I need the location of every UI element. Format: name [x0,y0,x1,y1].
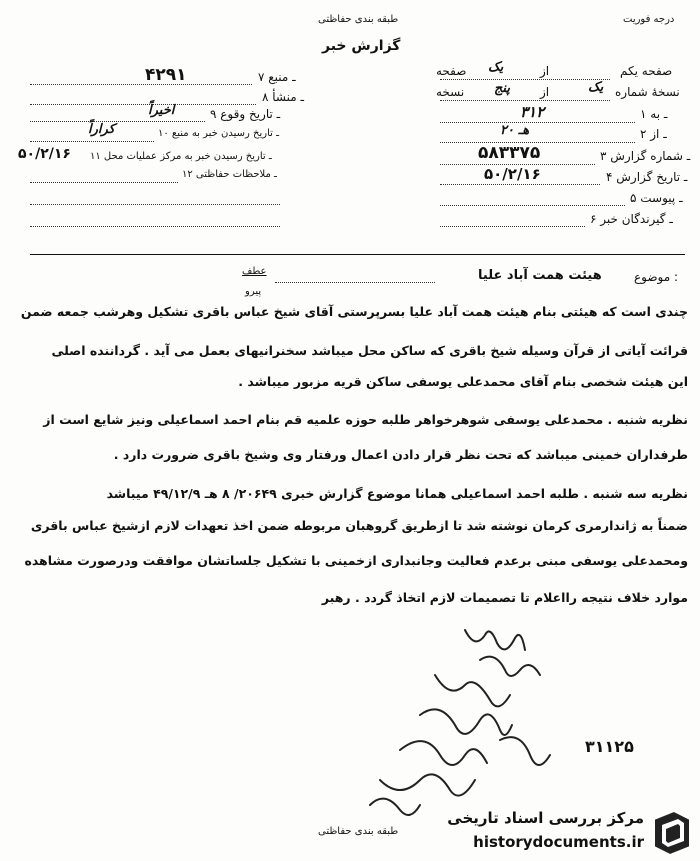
report-no-value: ۵۸۳۳۷۵ [478,143,541,163]
recipients-label: ۶ ـ گیرندگان خبر [590,212,673,226]
form-title: گزارش خبر [322,38,401,54]
report-date-value: ۵۰/۲/۱۶ [484,165,541,183]
stamp-number: ۳۱۱۲۵ [585,737,634,756]
watermark [420,805,700,861]
header-divider [30,254,685,255]
watermark-url: historydocuments.ir [473,833,644,851]
copy-total: پنج [494,81,510,96]
subject-label: موضوع : [634,270,679,284]
from-label: ۲ ـ از [640,127,667,141]
received-ops-value: ۵۰/۲/۱۶ [18,146,71,162]
stamp-top: عطف [242,266,267,277]
page-from: از [540,64,550,78]
body-line: ضمناً به ژاندارمری کرمان نوشته شد تا ازطریق گروهبان مربوطه ضمن اخذ تعهدات لازم ازشیخ عباس باقری [30,518,688,533]
copy-value: یک [588,80,604,95]
page-unit: صفحه [436,64,467,78]
body-line: موارد خلاف نتیجه رااعلام تا تصمیمات لازم اتخاذ گردد . رهبر [321,590,688,605]
body-line: نظریه شنبه . محمدعلی یوسفی شوهرخواهر طلبه حوزه علمیه قم بنام احمد اسماعیلی ونیز شایع است از [43,412,688,427]
report-no-label: ۳ ـ شماره گزارش [600,149,691,163]
copy-unit: نسخه [436,85,465,99]
notes-label: ۱۲ ـ ملاحظات حفاظتی [182,169,277,180]
source-value: ۴۲۹۱ [145,65,187,85]
origin-label: ۸ ـ منشأ [262,90,305,104]
to-label: ۱ ـ به [640,107,668,121]
report-date-label: ۴ ـ تاریخ گزارش [606,170,688,184]
body-line: چندی است که هیئتی بنام هیئت همت آباد علیا بسرپرستی آقای شیخ عباس باقری تشکیل وهرشب جمعه ضمن [20,304,688,319]
body-line: قرائت آیاتی از قرآن وسیله شیخ باقری که ساکن محل میباشد سخنرانیهای بعمل می آید . گرداننده اصلی [51,343,688,358]
archive-logo-icon [650,809,694,857]
copy-label: نسخهٔ شماره [615,85,680,99]
stamp-bottom: پیرو [245,286,262,297]
classification-bottom: طبقه بندی حفاظتی [318,826,399,837]
handwritten-signatures [340,620,580,820]
received-source-value: کراراً [88,122,115,137]
received-ops-label: ۱۱ ـ تاریخ رسیدن خبر به مرکز عملیات محل [90,151,272,162]
priority-label: درجه فوریت [623,14,675,25]
body-line: این هیئت شخصی بنام آقای محمدعلی یوسفی ساکن قریه مزبور میباشد . [238,374,688,389]
source-label: ۷ ـ منبع [258,70,296,84]
body-line: طرفداران خمینی میباشد که تحت نظر قرار دادن اعمال ورفتار وی وشیخ باقری ضرورت دارد . [113,447,688,462]
subject-value: هیئت همت آباد علیا [478,268,602,283]
page-label: صفحه یکم [620,64,673,78]
copy-from: از [540,85,550,99]
received-source-label: ۱۰ ـ تاریخ رسیدن خبر به منبع [158,128,280,139]
classification-top: طبقه بندی حفاظتی [318,14,399,25]
event-date-value: اخیراً [148,103,175,118]
to-value: ۳۱۲ [520,103,545,121]
event-date-label: ۹ ـ تاریخ وقوع [210,107,281,121]
watermark-title: مرکز بررسی اسناد تاریخی [447,809,644,827]
attachment-label: ۵ ـ پیوست [630,191,683,205]
body-line: نظریه سه شنبه . طلبه احمد اسماعیلی همانا موضوع گزارش خبری ۲۰۶۴۹/ ۸ هـ ۴۹/۱۲/۹ میباشد [106,486,688,501]
page-value: یک [488,60,504,75]
body-line: ومحمدعلی یوسفی مبنی برعدم فعالیت وجانبداری ازخمینی با تشکیل جلساتشان موافقت ودرصورت مشاهده [24,553,688,568]
from-value: ۲۰ هـ [500,123,530,138]
